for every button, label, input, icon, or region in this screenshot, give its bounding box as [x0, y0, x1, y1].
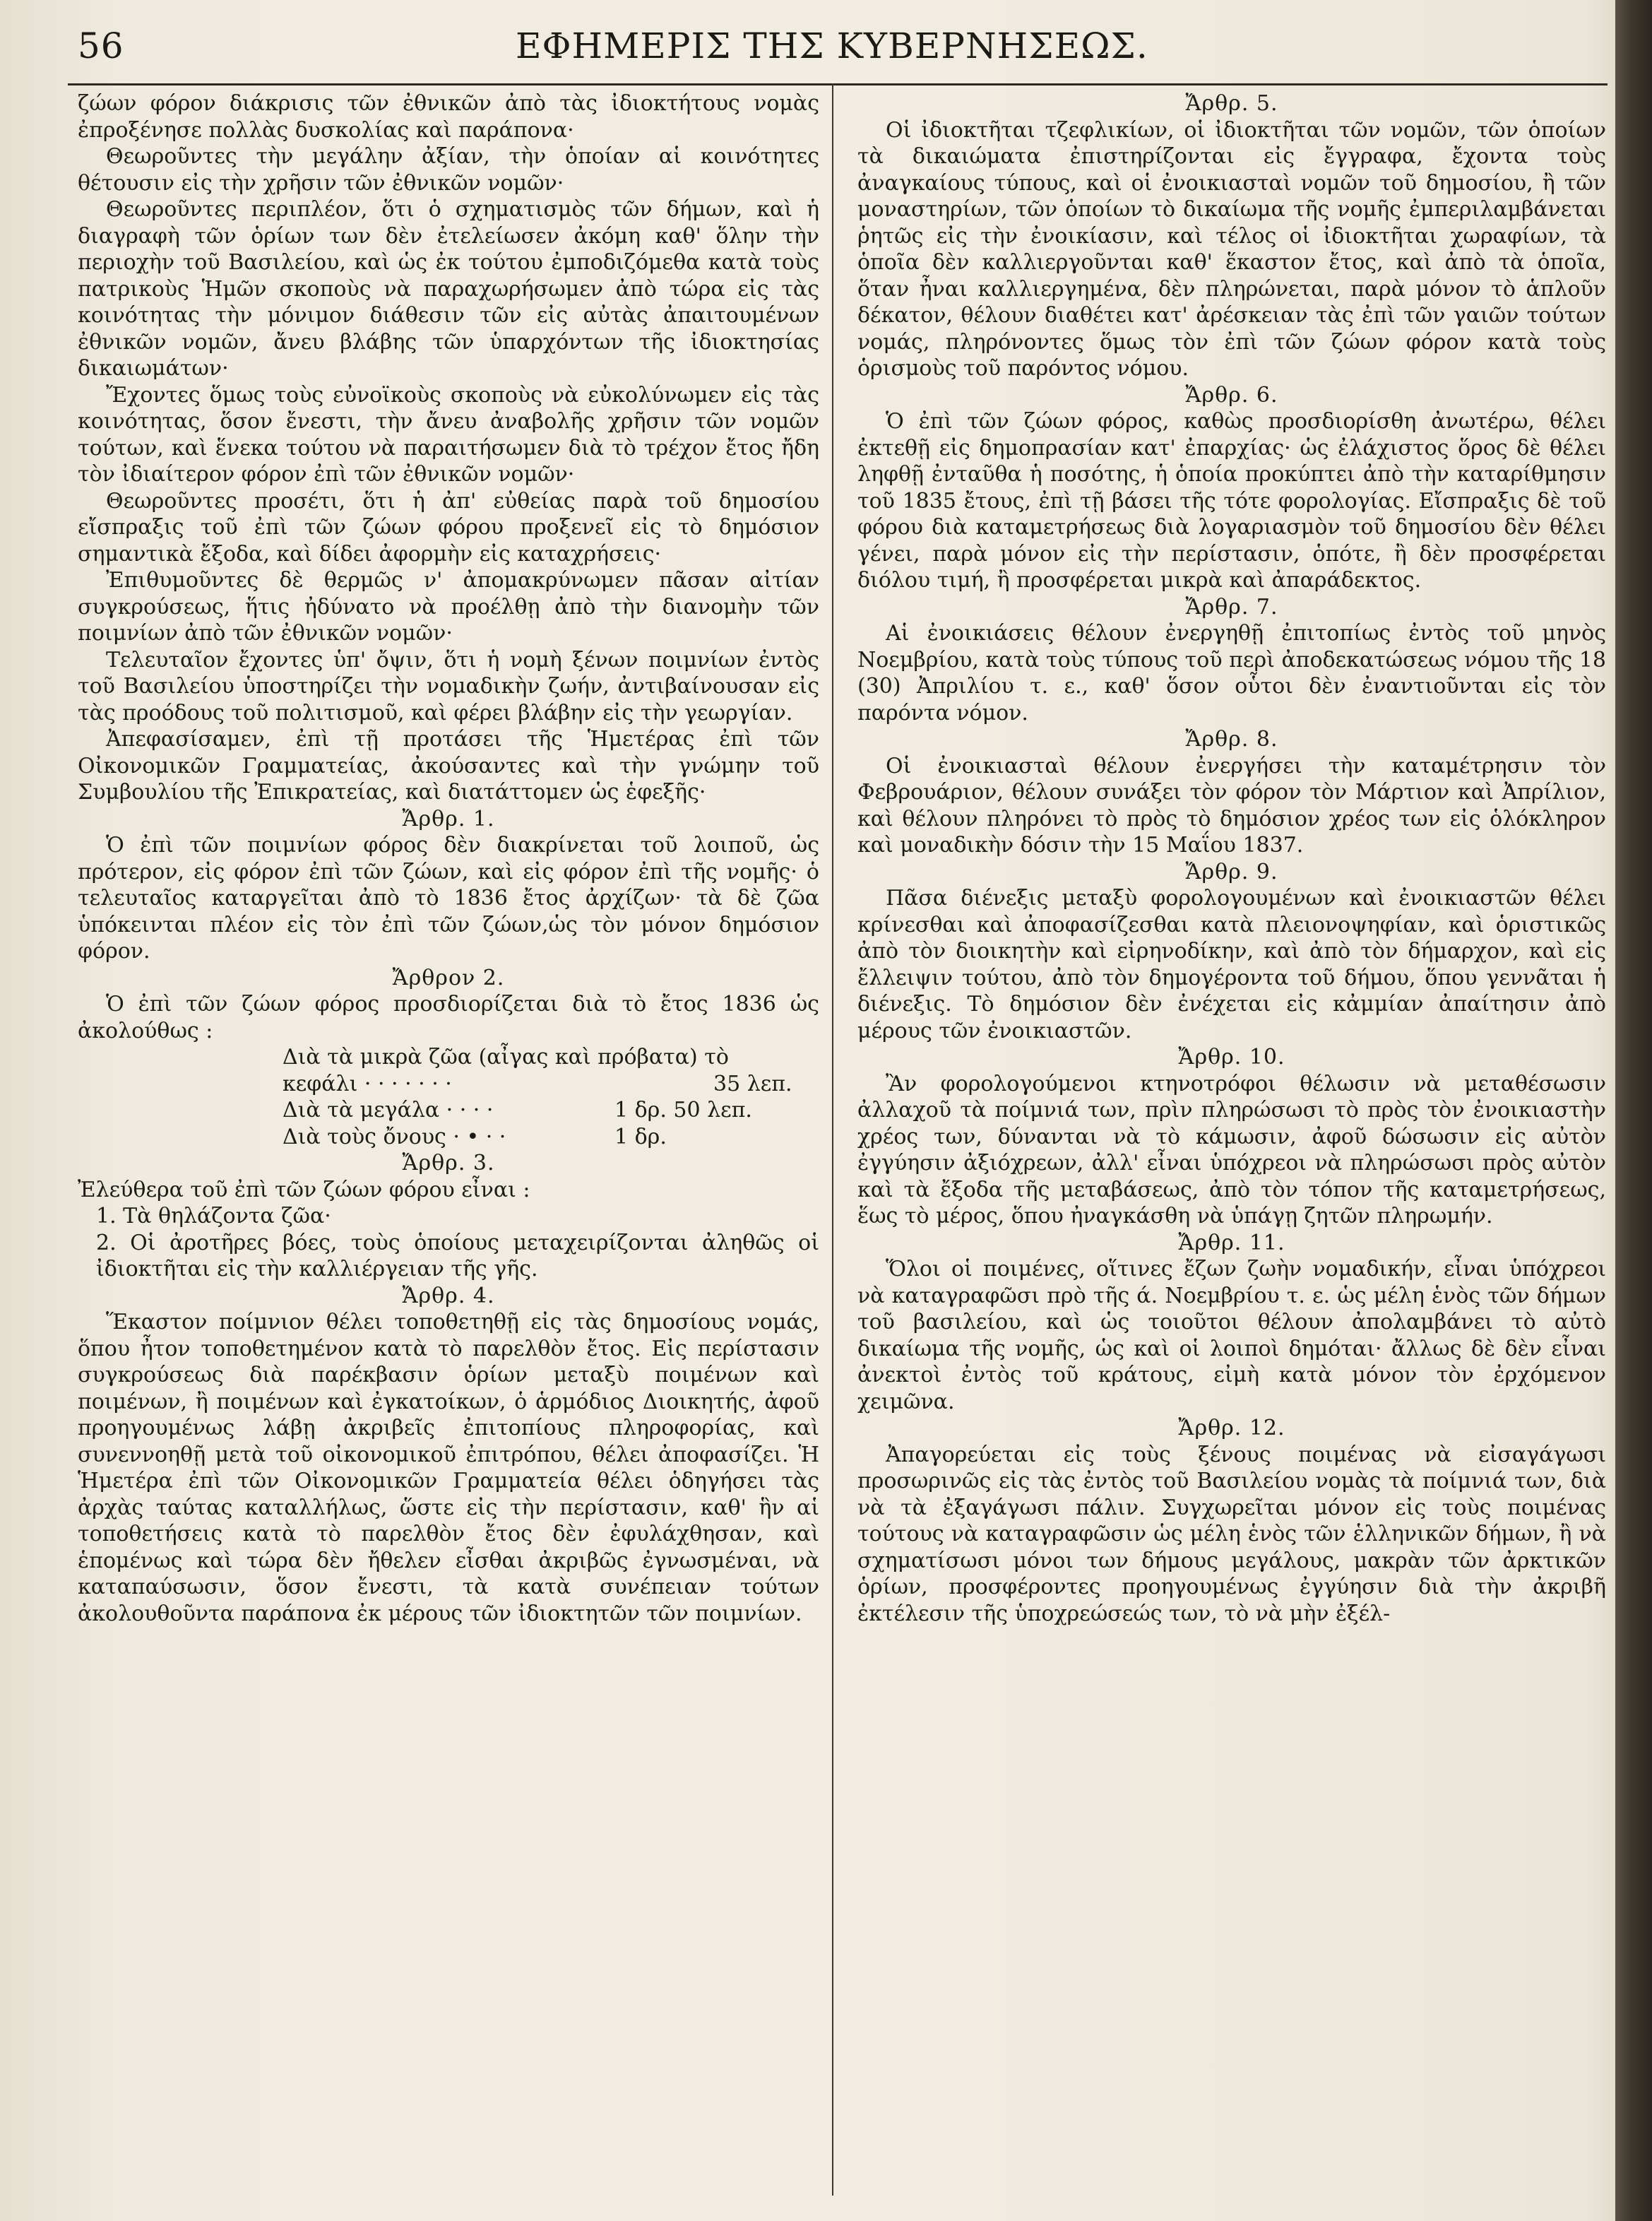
article-heading: Ἄρθρ. 7.	[1185, 594, 1278, 620]
paragraph: Ἀπεφασίσαμεν, ἐπὶ τῇ προτάσει τῆς Ἡμετέρας ἐπὶ τῶν Οἰκονομικῶν Γραμματείας, ἀκούσαντες καὶ τὴν γνώμην τοῦ Συμβουλίου τῆς Ἐπικρατείας, καὶ διατάττομεν ὡς ἑφεξῆς·	[78, 727, 819, 805]
right-column	[857, 90, 1606, 1627]
article-text: Ἀπαγορεύεται εἰς τοὺς ξένους ποιμένας νὰ εἰσαγάγωσι προσωρινῶς εἰς τὰς ἐντὸς τοῦ Βασιλείου νομὰς τὰ ποίμνιά των, διὰ νὰ τὰ ἐξαγάγωσι πάλιν. Συγχωρεῖται μόνον εἰς τοὺς ποιμένας τούτους νὰ καταγραφῶσιν ὡς μέλη ἑνὸς τῶν ἑλληνικῶν δήμων, ἢ νὰ σχηματίσωσι μόνοι των δήμους μεγάλους, μακρὰν τῶν ἀρκτικῶν ὁρίων, προσφέροντες προηγουμένως ἐγγύησιν διὰ τὴν ἀκριβῆ ἐκτέλεσιν τῆς ὑποχρεώσεώς των, τὸ νὰ μὴν ἐξέλ-	[857, 1442, 1606, 1626]
article-text: Οἱ ἐνοικιασταὶ θέλουν ἐνεργήσει τὴν καταμέτρησιν τὸν Φεβρουάριον, θέλουν συνάξει τὸν φόρον τὸν Μάρτιον καὶ Ἀπρίλιον, καὶ θέλουν πληρόνει τὸ πρὸς τὸ δημόσιον χρέος των εἰς ὁλόκληρον καὶ μοναδικὴν δόσιν τὴν 15 Μαΐου 1837.	[857, 753, 1606, 858]
article-text: Ἂν φορολογούμενοι κτηνοτρόφοι θέλωσιν νὰ μεταθέσωσιν ἀλλαχοῦ τὰ ποίμνιά των, πρὶν πληρώσωσι τὸ πρὸς τὸν ἐνοικιαστὴν χρέος των, δύνανται νὰ τὸ κάμωσιν, ἀφοῦ δώσωσιν εἰς αὐτὸν ἐγγύησιν ἀξιόχρεων, ἀλλ' εἶναι ὑπόχρεοι νὰ πληρώσωσι πρὸς αὐτὸν καὶ τὰ ἔξοδα τῆς μεταβάσεως, ἀπὸ τὸν τόπον τῆς καταμετρήσεως, ἕως τὸ μέρος, ὅπου ἠναγκάσθη νὰ ὑπάγῃ ζητῶν πληρωμήν.	[857, 1071, 1606, 1228]
article-text: Ὅλοι οἱ ποιμένες, οἵτινες ἔζων ζωὴν νομαδικήν, εἶναι ὑπόχρεοι νὰ καταγραφῶσι πρὸ τῆς ά. Νοεμβρίου τ. ε. ὡς μέλη ἑνὸς τῶν δήμων τοῦ βασιλείου, καὶ ὡς τοιοῦτοι θέλουν ἀπολαμβάνει τὸ αὐτὸ δικαίωμα τῆς νομῆς, ὡς καὶ οἱ λοιποὶ δημόται· ἄλλως δὲ δὲν εἶναι ἀνεκτοὶ ἐντὸς τοῦ κράτους, εἰμὴ κατὰ μόνον τὸν ἐρχόμενον χειμῶνα.	[857, 1257, 1606, 1414]
page-header	[78, 25, 1596, 75]
tax-label: Διὰ τοὺς ὄνους · • · ·	[283, 1124, 506, 1149]
article-text: Ὁ ἐπὶ τῶν ποιμνίων φόρος δὲν διακρίνεται τοῦ λοιποῦ, ὡς πρότερον, εἰς φόρον ἐπὶ τῶν ζώων, καὶ εἰς φόρον ἐπὶ τῆς νομῆς· ὁ τελευταῖος καταργεῖται ἀπὸ τὸ 1836 ἔτος ἀρχίζων· τὰ δὲ ζῶα ὑπόκεινται πλέον εἰς τὸν ἐπὶ τῶν ζώων,ὡς τὸν μόνον δημόσιον φόρον.	[78, 833, 819, 964]
tax-label: Διὰ τὰ μεγάλα · · · ·	[283, 1098, 494, 1123]
article-heading: Ἄρθρον 2.	[392, 965, 505, 990]
column-divider	[832, 83, 833, 2196]
tax-line	[78, 1097, 819, 1124]
tax-label: κεφάλι · · · · · · ·	[283, 1071, 452, 1096]
paragraph: ζώων φόρον διάκρισις τῶν ἐθνικῶν ἀπὸ τὰς ἰδιοκτήτους νομὰς ἐπροξένησε πολλὰς δυσκολίας καὶ παράπονα·	[78, 91, 819, 143]
article-text: Ἕκαστον ποίμνιον θέλει τοποθετηθῇ εἰς τὰς δημοσίους νομάς, ὅπου ἦτον τοποθετημένον κατὰ τὸ παρελθὸν ἔτος. Εἰς περίστασιν συγκρούσεως διὰ παρέκβασιν ὁρίων μεταξὺ ποιμένων καὶ ποιμένων, ἢ ποιμένων καὶ ἐγκατοίκων, ὁ ἁρμόδιος Διοικητής, ἀφοῦ προηγουμένως λάβῃ ἀκριβεῖς ἐπιτοπίους πληροφορίας, καὶ συνεννοηθῇ μετὰ τοῦ οἰκονομικοῦ ἐπιτρόπου, θέλει ἀποφασίζει. Ἡ Ἡμετέρα ἐπὶ τῶν Οἰκονομικῶν Γραμματεία θέλει ὁδηγήσει τὰς ἀρχὰς ταύτας καταλλήλως, ὥστε εἰς τὴν περίστασιν, καθ' ἣν αἱ τοποθετήσεις κατὰ τὸ παρελθὸν ἔτος δὲν ἐφυλάχθησαν, καὶ ἑπομένως καὶ τώρα δὲν ἤθελεν εἶσθαι ἀκριβῶς ἐγνωσμέναι, νὰ καταπαύσωσιν, ὅσον ἔνεστι, τὰ κατὰ συνέπειαν τούτων ἀκολουθοῦντα παράπονα ἐκ μέρους τῶν ἰδιοκτητῶν τῶν ποιμνίων.	[78, 1310, 819, 1626]
tax-line-text: Διὰ τὰ μικρὰ ζῶα (αἶγας καὶ πρόβατα) τὸ	[283, 1045, 729, 1070]
paragraph: Τελευταῖον ἔχοντες ὑπ' ὄψιν, ὅτι ἡ νομὴ ξένων ποιμνίων ἐντὸς τοῦ Βασιλείου ὑποστηρίζει τὴν νομαδικὴν ζωήν, ἀντιβαίνουσαν εἰς τὰς προόδους τοῦ πολιτισμοῦ, καὶ φέρει βλάβην εἰς τὴν γεωργίαν.	[78, 647, 819, 725]
article-heading: Ἄρθρ. 1.	[402, 806, 495, 831]
article-heading: Ἄρθρ. 10.	[1178, 1045, 1285, 1070]
list-item: 2. Οἱ ἀροτῆρες βόες, τοὺς ὁποίους μεταχειρίζονται ἀληθῶς οἱ ἰδιοκτῆται εἰς τὴν καλλιέργειαν τῆς γῆς.	[96, 1230, 819, 1281]
article-heading: Ἄρθρ. 4.	[402, 1283, 495, 1308]
article-text: Αἱ ἐνοικιάσεις θέλουν ἐνεργηθῇ ἐπιτοπίως ἐντὸς τοῦ μηνὸς Νοεμβρίου, κατὰ τοὺς τύπους τοῦ περὶ ἀποδεκατώσεως νόμου τῆς 18 (30) Ἀπριλίου τ. ε., καθ' ὅσον οὗτοι δὲν ἐναντιοῦνται εἰς τὸν παρόντα νόμον.	[857, 621, 1606, 725]
tax-value: 35 λεπ.	[713, 1071, 792, 1096]
article-heading: Ἄρθρ. 9.	[1185, 859, 1278, 884]
tax-line	[78, 1071, 819, 1098]
article-heading: Ἄρθρ. 3.	[402, 1151, 495, 1175]
article-text: Οἱ ἰδιοκτῆται τζεφλικίων, οἱ ἰδιοκτῆται τῶν νομῶν, τῶν ὁποίων τὰ δικαιώματα ἐπιστηρίζονται εἰς ἔγγραφα, ἔχοντα τοὺς ἀναγκαίους τύπους, καὶ οἱ ἐνοικιασταὶ νομῶν τοῦ δημοσίου, ἢ τῶν μοναστηρίων, τῶν ὁποίων τὸ δικαίωμα τῆς νομῆς ἐμπεριλαμβάνεται ῥητῶς εἰς τὴν ἐνοικίασιν, καὶ τέλος οἱ ἰδιοκτῆται χωραφίων, τὰ ὁποῖα δὲν καλλιεργοῦνται καθ' ἕκαστον ἔτος, καὶ ἀπὸ τὰ ὁποῖα, ὅταν ἦναι καλλιεργημένα, δὲν πληρώνεται, παρὰ μόνον τὸ ἁπλοῦν δέκατον, θέλουν διαθέτει κατ' ἀρέσκειαν τὰς ἐπὶ τῶν γαιῶν τούτων νομάς, πληρόνοντες ὅμως τὸν ἐπὶ τῶν ζώων φόρον κατὰ τοὺς ὁρισμοὺς τοῦ παρόντος νόμου.	[857, 117, 1606, 381]
tax-value: 1 δρ. 50 λεπ.	[614, 1098, 752, 1123]
article-heading: Ἄρθρ. 8.	[1185, 727, 1278, 752]
article-text: Ὁ ἐπὶ τῶν ζώων φόρος προσδιορίζεται διὰ τὸ ἔτος 1836 ὡς ἀκολούθως :	[78, 992, 819, 1043]
paragraph: Θεωροῦντες τὴν μεγάλην ἀξίαν, τὴν ὁποίαν αἱ κοινότητες θέτουσιν εἰς τὴν χρῆσιν τῶν ἐθνικῶν νομῶν·	[78, 144, 819, 196]
article-text: Πᾶσα διένεξις μεταξὺ φορολογουμένων καὶ ἐνοικιαστῶν θέλει κρίνεσθαι καὶ ἀποφασίζεσθαι κατὰ πλειονοψηφίαν, καὶ ὁριστικῶς ἀπὸ τὸν διοικητὴν καὶ εἰρηνοδίκην, καὶ ἀπὸ τὸν δήμαρχον, καὶ εἰς ἔλλειψιν τούτου, ἀπὸ τὸν δημογέροντα τοῦ δήμου, ὅπου γεννᾶται ἡ διένεξις. Τὸ δημόσιον δὲν ἐνέχεται εἰς κἀμμίαν ἀπαίτησιν ἀπὸ μέρους τῶν ἐνοικιαστῶν.	[857, 886, 1606, 1043]
paragraph: Ἐπιθυμοῦντες δὲ θερμῶς ν' ἀπομακρύνωμεν πᾶσαν αἰτίαν συγκρούσεως, ἥτις ἠδύνατο νὰ προέλθῃ ἀπὸ τὴν διανομὴν τῶν ποιμνίων ἀπὸ τῶν ἐθνικῶν νομῶν·	[78, 568, 819, 646]
tax-value: 1 δρ.	[614, 1124, 667, 1149]
tax-line	[78, 1124, 819, 1151]
left-column	[78, 90, 819, 1627]
paragraph: Θεωροῦντες περιπλέον, ὅτι ὁ σχηματισμὸς τῶν δήμων, καὶ ἡ διαγραφὴ τῶν ὁρίων των δὲν ἐτελείωσεν ἀκόμη καθ' ὅλην τὴν περιοχὴν τοῦ Βασιλείου, καὶ ὡς ἐκ τούτου ἐμποδιζόμεθα κατὰ τοὺς πατρικοὺς Ἡμῶν σκοποὺς νὰ παραχωρήσωμεν ἀπὸ τώρα εἰς τὰς κοινότητας τὴν μόνιμον διάθεσιν τῶν εἰς αὐτὰς ἀπαιτουμένων ἐθνικῶν νομῶν, ἄνευ βλάβης τῶν ὑπαρχόντων τῆς ἰδιοκτησίας δικαιωμάτων·	[78, 197, 819, 381]
article-heading: Ἄρθρ. 6.	[1185, 382, 1278, 408]
header-rule	[68, 83, 1608, 85]
article-heading: Ἄρθρ. 5.	[1185, 91, 1278, 116]
tax-line	[78, 1044, 819, 1071]
paragraph: Θεωροῦντες προσέτι, ὅτι ἡ ἀπ' εὐθείας παρὰ τοῦ δημοσίου εἴσπραξις τοῦ ἐπὶ τῶν ζώων φόρου προξενεῖ εἰς τὸ δημόσιον σημαντικὰ ἔξοδα, καὶ δίδει ἀφορμὴν εἰς καταχρήσεις·	[78, 488, 819, 567]
list-item: 1. Τὰ θηλάζοντα ζῶα·	[96, 1204, 331, 1228]
article-text: Ἐλεύθερα τοῦ ἐπὶ τῶν ζώων φόρου εἶναι :	[78, 1177, 530, 1202]
page-number: 56	[78, 25, 124, 66]
article-heading: Ἄρθρ. 11.	[1178, 1230, 1285, 1255]
masthead-title: ΕΦΗΜΕΡΙΣ ΤΗΣ ΚΥΒΕΡΝΗΣΕΩΣ.	[516, 25, 1148, 66]
book-binding	[1615, 0, 1652, 2221]
article-heading: Ἄρθρ. 12.	[1178, 1416, 1285, 1440]
paragraph: Ἔχοντες ὅμως τοὺς εὐνοϊκοὺς σκοποὺς νὰ εὐκολύνωμεν εἰς τὰς κοινότητας, ὅσον ἔνεστι, τὴν ἄνευ ἀναβολῆς χρῆσιν τῶν νομῶν τούτων, καὶ ἕνεκα τούτου νὰ παραιτήσωμεν διὰ τὸ τρέχον ἔτος ἤδη τὸν ἰδιαίτερον φόρον ἐπὶ τῶν ἐθνικῶν νομῶν·	[78, 382, 819, 487]
article-text: Ὁ ἐπὶ τῶν ζώων φόρος, καθὼς προσδιορίσθη ἀνωτέρω, θέλει ἐκτεθῇ εἰς δημοπρασίαν κατ' ἐπαρχίας· ὡς ἐλάχιστος ὅρος δὲ θέλει ληφθῇ ἐνταῦθα ἡ ποσότης, ἡ ὁποία προκύπτει ἀπὸ τὴν καταρίθμησιν τοῦ 1835 ἔτους, ἐπὶ τῇ βάσει τῆς τότε φορολογίας. Εἴσπραξις δὲ τοῦ φόρου διὰ καταμετρήσεως διὰ λογαριασμὸν τοῦ δημοσίου δὲν θέλει γένει, παρὰ μόνον εἰς τὴν περίστασιν, ὁπότε, ἢ δὲν προσφέρεται διόλου τιμή, ἢ προσφέρεται μικρὰ καὶ ἀπαράδεκτος.	[857, 409, 1606, 593]
